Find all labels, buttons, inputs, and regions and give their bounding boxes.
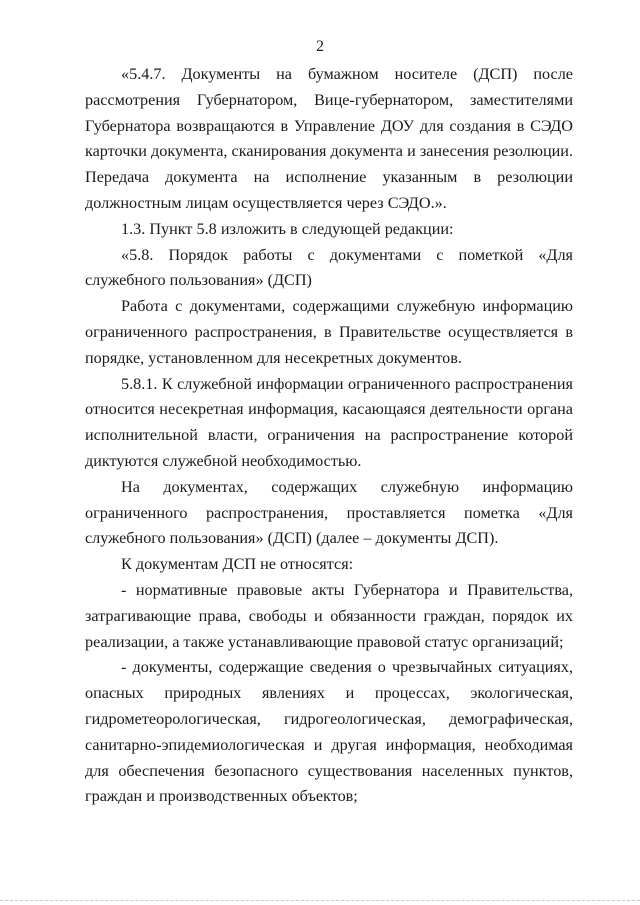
document-body	[85, 62, 573, 810]
paragraph-5-8-body: Работа с документами, содержащими служебную информацию ограниченного распространения, в Правительстве осуществляется в порядке, установленном для несекретных документов.	[85, 297, 573, 367]
page-bottom-edge	[0, 900, 640, 902]
list-item-emergency-info: - документы, содержащие сведения о чрезвычайных ситуациях, опасных природных явлениях и процессах, экологическая, гидрометеорологическая, гидрогеологическая, демографическая, санитарно-эпидемиологическая и другая информация, необходимая для обеспечения безопасного существования населенных пунктов, граждан и производственных объектов;	[85, 658, 573, 806]
paragraph-5-8-heading: «5.8. Порядок работы с документами с пометкой «Для служебного пользования» (ДСП)	[85, 245, 573, 290]
paragraph-dsp-marking: На документах, содержащих служебную информацию ограниченного распространения, проставляется пометка «Для служебного пользования» (ДСП) (далее – документы ДСП).	[85, 477, 573, 548]
paragraph-1-3: 1.3. Пункт 5.8 изложить в следующей редакции:	[121, 219, 454, 238]
list-item-normative-acts: - нормативные правовые акты Губернатора и Правительства, затрагивающие права, свободы и обязанности граждан, порядок их реализации, а также устанавливающие правовой статус организаций;	[85, 580, 573, 651]
paragraph-5-8-1: 5.8.1. К служебной информации ограниченного распространения относится несекретная информация, касающаяся деятельности органа исполнительной власти, ограничения на распространение которой диктуются служебной необходимостью.	[85, 374, 573, 470]
page-number: 2	[316, 38, 324, 55]
paragraph-dsp-exclusions-intro: К документам ДСП не относятся:	[121, 555, 354, 574]
paragraph-5-4-7: «5.4.7. Документы на бумажном носителе (ДСП) после рассмотрения Губернатором, Вице-губернатором, заместителями Губернатора возвращаются в Управление ДОУ для создания в СЭДО карточки документа, сканирования документа и занесения резолюции. Передача документа на исполнение указанным в резолюции должностным лицам осуществляется через СЭДО.».	[85, 65, 573, 212]
